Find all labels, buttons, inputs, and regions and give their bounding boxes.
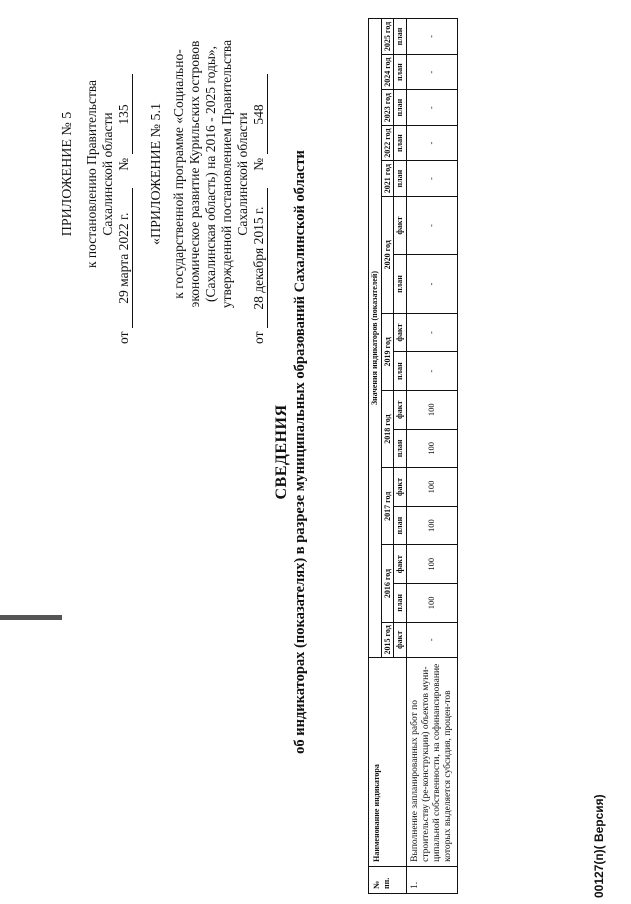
sub-2025: план <box>394 19 407 55</box>
document-subtitle: об индикаторах (показателях) в разрезе муниципальных образований Сахалинской области <box>292 150 308 754</box>
cell-2021-plan: - <box>406 161 457 196</box>
cell-2018-fact: 100 <box>406 390 457 429</box>
sub-appendix-title: «ПРИЛОЖЕНИЕ № 5.1 <box>149 103 164 245</box>
year-2021: 2021 год <box>381 161 394 196</box>
year-2019: 2019 год <box>381 313 394 390</box>
document-title: СВЕДЕНИЯ <box>273 404 290 500</box>
cell-2020-plan: - <box>406 255 457 313</box>
sub-2015: факт <box>394 622 407 657</box>
cell-2015-fact: - <box>406 622 457 657</box>
col-num-header: № пп. <box>369 866 407 893</box>
appendix-line2: Сахалинской области <box>100 112 115 236</box>
sub-2018-plan: план <box>394 429 407 468</box>
year-2024: 2024 год <box>381 54 394 89</box>
row-num: 1. <box>406 866 457 893</box>
sub-2023: план <box>394 90 407 125</box>
col-values-header: Значения индикаторов (показателей) <box>369 19 382 658</box>
sub-2017-fact: факт <box>394 468 407 507</box>
sub-appendix-date: 28 декабря 2015 г. <box>251 188 268 328</box>
table-header-row-1 <box>369 19 382 894</box>
row-name: Выполнение запланированных работ по строительству (ре-конструкции) объектов муни-ципальной собственности, на софинансирование которых выделяется субсидия, процен-тов <box>406 658 457 867</box>
year-2015: 2015 год <box>381 622 394 657</box>
sub-2017-plan: план <box>394 506 407 545</box>
col-name-header: Наименование индикатора <box>369 658 407 867</box>
sub-appendix-date-row <box>251 4 268 344</box>
cell-2020-fact: - <box>406 196 457 254</box>
appendix-date-row <box>116 4 133 344</box>
appendix-from-label: от <box>116 331 131 344</box>
cell-2016-plan: 100 <box>406 584 457 623</box>
cell-2023-plan: - <box>406 90 457 125</box>
appendix-title: ПРИЛОЖЕНИЕ № 5 <box>60 111 75 237</box>
year-2017: 2017 год <box>381 468 394 545</box>
cell-2025-plan: - <box>406 19 457 55</box>
cell-2017-plan: 100 <box>406 506 457 545</box>
year-2023: 2023 год <box>381 90 394 125</box>
year-2025: 2025 год <box>381 19 394 55</box>
sub-2019-plan: план <box>394 352 407 391</box>
sub-2019-fact: факт <box>394 313 407 352</box>
cell-2019-plan: - <box>406 352 457 391</box>
sub-appendix-line5: Сахалинской области <box>235 112 250 236</box>
sub-2018-fact: факт <box>394 390 407 429</box>
scan-edge-mark <box>0 615 62 620</box>
cell-2018-plan: 100 <box>406 429 457 468</box>
sub-appendix-line4: утвержденной постановлением Правительства <box>219 39 234 309</box>
appendix-num-label: № <box>116 157 131 171</box>
cell-2019-fact: - <box>406 313 457 352</box>
cell-2022-plan: - <box>406 125 457 160</box>
year-2016: 2016 год <box>381 545 394 622</box>
appendix-block <box>60 4 268 344</box>
sub-2016-plan: план <box>394 584 407 623</box>
indicators-table <box>368 18 458 894</box>
sub-appendix-line2: экономическое развитие Курильских островов <box>187 40 202 308</box>
cell-2016-fact: 100 <box>406 545 457 584</box>
sub-appendix-number: 548 <box>251 75 268 155</box>
sub-2016-fact: факт <box>394 545 407 584</box>
sub-appendix-line1: к государственной программе «Социально- <box>171 49 186 299</box>
sub-appendix-from-label: от <box>251 331 266 344</box>
sub-2022: план <box>394 125 407 160</box>
sub-appendix-num-label: № <box>251 157 266 171</box>
document-footer-code: 00127(п)( Версия) <box>592 794 606 898</box>
sub-2020-fact: факт <box>394 196 407 254</box>
table-row <box>406 19 457 894</box>
sub-2021: план <box>394 161 407 196</box>
cell-2017-fact: 100 <box>406 468 457 507</box>
year-2018: 2018 год <box>381 390 394 467</box>
year-2020: 2020 год <box>381 196 394 313</box>
appendix-date: 29 марта 2022 г. <box>116 188 133 328</box>
sub-appendix-line3: (Сахалинская область) на 2016 - 2025 годы», <box>203 45 218 303</box>
sub-2020-plan: план <box>394 255 407 313</box>
appendix-number: 135 <box>116 75 133 155</box>
cell-2024-plan: - <box>406 54 457 89</box>
year-2022: 2022 год <box>381 125 394 160</box>
appendix-line1: к постановлению Правительства <box>84 79 99 269</box>
sub-2024: план <box>394 54 407 89</box>
